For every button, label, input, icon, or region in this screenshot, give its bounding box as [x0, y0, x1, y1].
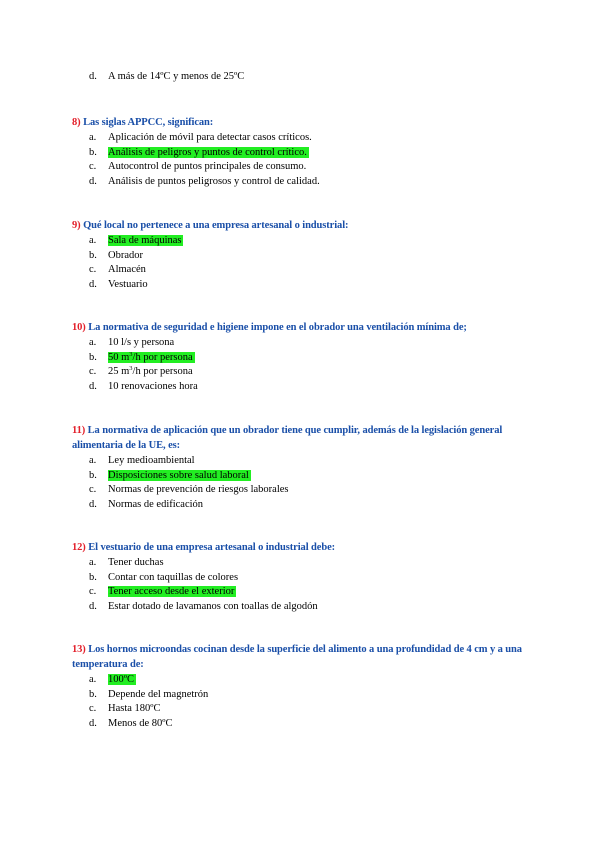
option-d — [72, 70, 532, 85]
option-letter: a. — [89, 337, 97, 348]
option-c — [72, 160, 532, 175]
option-letter: b. — [89, 469, 97, 481]
option-letter: d. — [89, 380, 97, 392]
option-letter: b. — [89, 571, 97, 583]
option-text: Obrador — [108, 249, 143, 261]
option-letter: b. — [89, 688, 97, 700]
option-c — [72, 483, 532, 498]
question-title — [72, 320, 532, 335]
option-b — [72, 351, 532, 366]
option-value: 25 m — [108, 366, 130, 378]
option-letter: c. — [89, 161, 97, 173]
option-text: 10 l/s y persona — [108, 337, 175, 348]
option-text: Depende del magnetrón — [108, 688, 209, 700]
question-number: 13) — [72, 644, 86, 655]
option-c — [72, 365, 532, 380]
option-c — [72, 263, 532, 278]
option-letter: a. — [89, 557, 97, 568]
option-value: 50 m — [108, 351, 130, 363]
option-d — [72, 175, 532, 190]
option-letter: b. — [89, 249, 97, 261]
option-letter: c. — [89, 366, 97, 378]
question-number: 11) — [72, 425, 86, 436]
option-a — [72, 131, 532, 146]
question-title — [72, 115, 532, 130]
question-text: Las siglas APPCC, significan: — [83, 117, 214, 128]
option-b — [72, 688, 532, 703]
question-title — [72, 218, 532, 233]
option-letter: d. — [89, 498, 97, 510]
option-c — [72, 585, 532, 600]
option-text: Hasta 180ºC — [108, 703, 161, 715]
option-a — [72, 556, 532, 571]
question-title — [72, 423, 532, 453]
question-text: Los hornos microondas cocinan desde la superficie del alimento a una profundidad de 4 cm y a una temperatura de: — [72, 644, 522, 670]
option-letter: c. — [89, 703, 97, 715]
option-text: Vestuario — [108, 278, 148, 290]
option-text: Ley medioambiental — [108, 455, 195, 466]
option-a — [72, 454, 532, 469]
option-text: Contar con taquillas de colores — [108, 571, 239, 583]
option-text: Análisis de puntos peligrosos y control de calidad. — [108, 175, 320, 187]
option-text: Normas de edificación — [108, 498, 204, 510]
superscript: 3 — [129, 365, 133, 373]
option-letter: b. — [89, 351, 97, 363]
question-title — [72, 540, 532, 555]
option-letter: c. — [89, 484, 97, 496]
option-a — [72, 673, 532, 688]
option-b — [72, 571, 532, 586]
question-13 — [72, 642, 532, 731]
option-letter: c. — [89, 586, 97, 598]
option-unit: /h por persona — [132, 366, 193, 378]
option-letter: a. — [89, 455, 97, 466]
option-d — [72, 278, 532, 293]
question-number: 12) — [72, 542, 86, 553]
option-letter: d. — [89, 278, 97, 290]
option-letter: d. — [89, 71, 97, 82]
option-letter: d. — [89, 717, 97, 729]
option-c — [72, 702, 532, 717]
option-d — [72, 717, 532, 732]
question-text: La normativa de seguridad e higiene impone en el obrador una ventilación mínima de; — [88, 322, 467, 333]
question-number: 10) — [72, 322, 86, 333]
question-text: Qué local no pertenece a una empresa artesanal o industrial: — [83, 220, 349, 231]
option-d — [72, 600, 532, 615]
question-text: La normativa de aplicación que un obrador tiene que cumplir, además de la legislación general alimentaria de la UE, es: — [72, 425, 503, 451]
question-9 — [72, 218, 532, 292]
superscript: 3 — [129, 350, 133, 358]
option-text: Tener duchas — [108, 557, 164, 568]
option-d — [72, 380, 532, 395]
option-text: Tener acceso desde el exterior — [108, 586, 235, 598]
option-letter: d. — [89, 600, 97, 612]
option-letter: a. — [89, 235, 97, 246]
option-b — [72, 249, 532, 264]
option-text: 10 renovaciones hora — [108, 380, 198, 392]
option-a — [72, 336, 532, 351]
option-text: 100ºC — [108, 674, 135, 685]
option-text — [108, 366, 195, 377]
option-b — [72, 469, 532, 484]
option-text: Estar dotado de lavamanos con toallas de algodón — [108, 600, 318, 612]
option-text: Disposiciones sobre salud laboral — [108, 469, 249, 481]
option-b — [72, 146, 532, 161]
leadin-option — [72, 70, 532, 85]
option-a — [72, 234, 532, 249]
option-text: Autocontrol de puntos principales de consumo. — [108, 161, 307, 173]
option-text — [108, 352, 195, 363]
option-letter: c. — [89, 264, 97, 276]
question-12 — [72, 540, 532, 614]
question-number: 8) — [72, 117, 81, 128]
option-d — [72, 498, 532, 513]
option-text: Sala de máquinas — [108, 235, 182, 246]
option-text: Análisis de peligros y puntos de control crítico. — [108, 146, 307, 158]
question-number: 9) — [72, 220, 81, 231]
option-letter: a. — [89, 674, 97, 685]
question-title — [72, 642, 532, 672]
option-letter: d. — [89, 175, 97, 187]
option-text: Almacén — [108, 264, 146, 276]
option-text: Normas de prevención de riesgos laborales — [108, 484, 289, 496]
question-text: El vestuario de una empresa artesanal o industrial debe: — [88, 542, 336, 553]
question-10 — [72, 320, 532, 394]
question-8 — [72, 115, 532, 189]
question-11 — [72, 423, 532, 512]
option-letter: b. — [89, 146, 97, 158]
option-letter: a. — [89, 132, 97, 143]
option-unit: /h por persona — [132, 351, 193, 363]
option-text: Aplicación de móvil para detectar casos críticos. — [108, 132, 312, 143]
option-text: Menos de 80ºC — [108, 717, 173, 729]
option-text: A más de 14ºC y menos de 25ºC — [108, 71, 245, 82]
